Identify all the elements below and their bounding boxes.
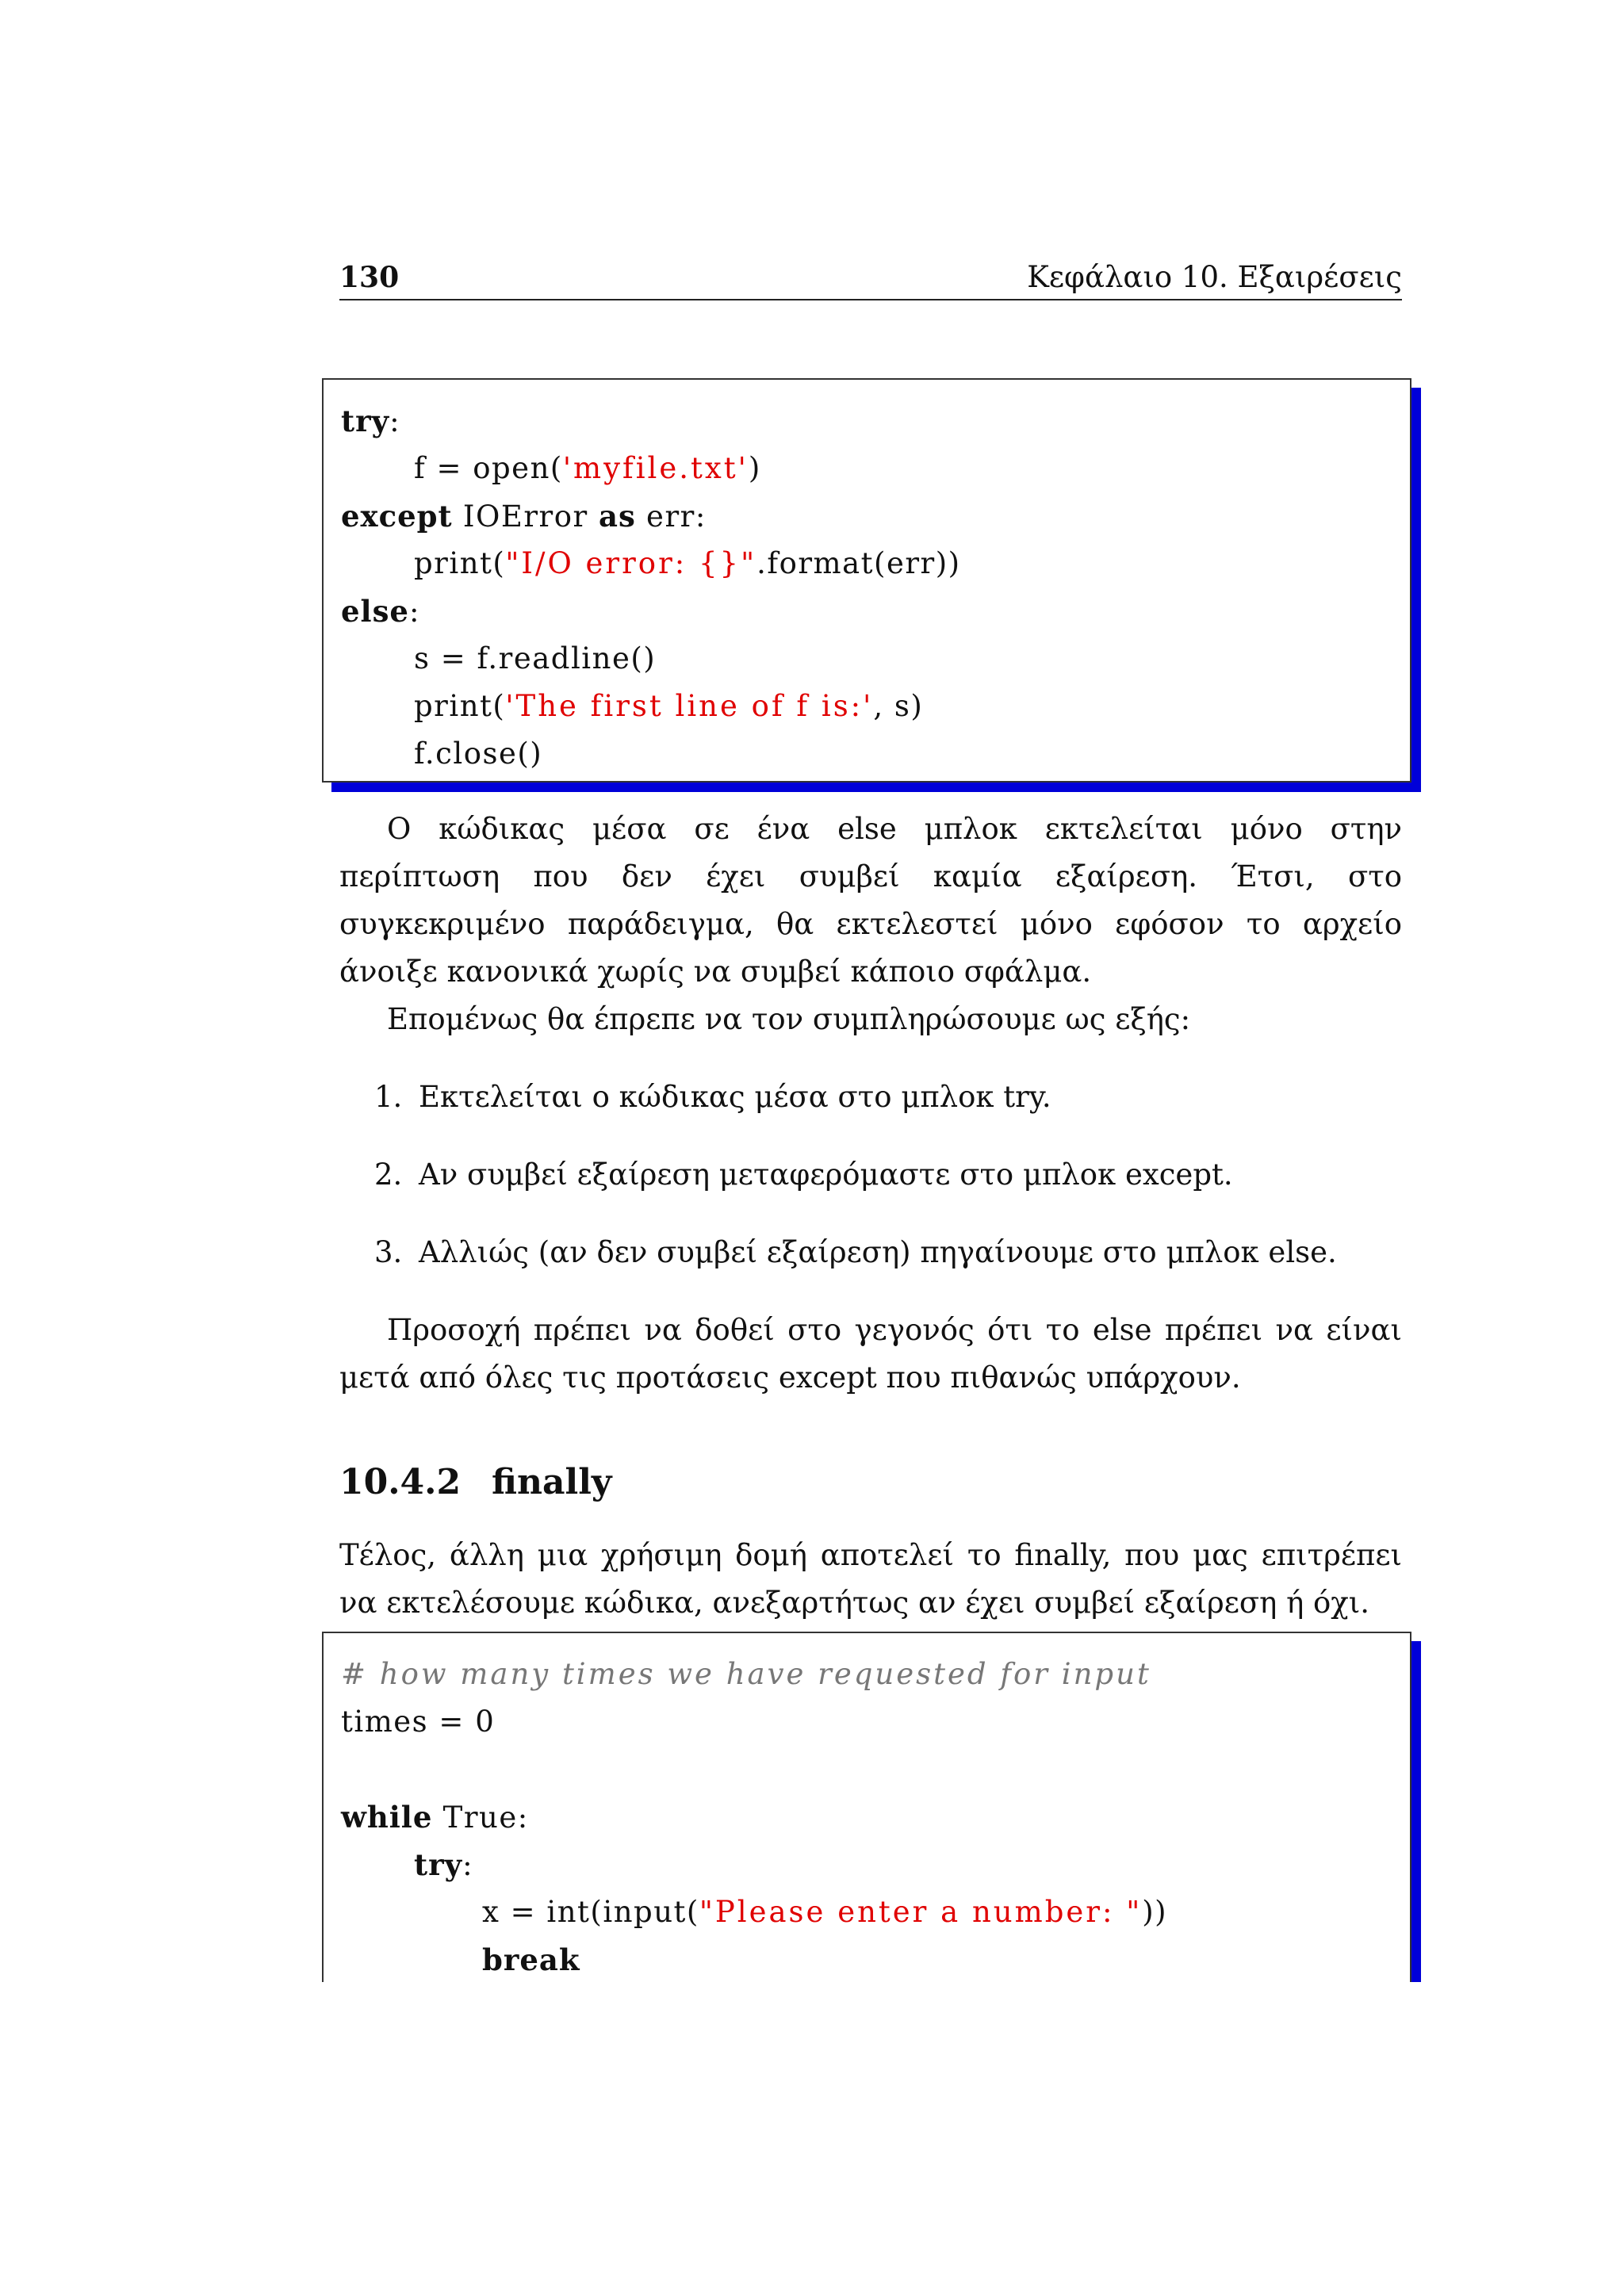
code-line	[341, 1888, 1167, 1936]
code-text: :	[408, 595, 420, 629]
code-keyword: else	[341, 594, 409, 629]
chapter-title: Κεφάλαιο 10. Εξαιρέσεις	[1027, 260, 1402, 294]
code-line	[341, 445, 961, 492]
code-keyword: try	[341, 404, 390, 438]
code-comment: # how many times we have requested for input	[341, 1657, 1151, 1691]
list-item-text: Εκτελείται ο κώδικας μέσα στο μπλοκ try.	[419, 1080, 1051, 1114]
code-line	[341, 540, 961, 587]
code-block-finally-clip	[322, 1632, 1432, 1982]
paragraph-else-explanation	[339, 806, 1402, 996]
list-item	[374, 1151, 1233, 1199]
code-string: 'The first line of f is:'	[505, 689, 874, 723]
code-text: )	[748, 451, 761, 485]
code-keyword: as	[598, 499, 636, 534]
code-line	[341, 492, 961, 540]
code-text: :	[462, 1848, 474, 1882]
code-text: times = 0	[341, 1705, 496, 1739]
code-text: :	[389, 404, 401, 438]
code-line	[341, 1793, 1167, 1841]
paragraph-finally-intro	[339, 1532, 1402, 1627]
code-text: print(	[414, 546, 506, 580]
paragraph-intro-list	[339, 996, 1402, 1043]
list-item-text: Αν συμβεί εξαίρεση μεταφερόμαστε στο μπλοκ except.	[419, 1158, 1233, 1192]
code-text: f = open(	[414, 451, 563, 485]
code-line-blank	[341, 1746, 1167, 1793]
code-line	[341, 1651, 1167, 1698]
code-line	[341, 1841, 1167, 1888]
code-keyword: break	[482, 1942, 580, 1977]
paragraph-else-placement	[339, 1307, 1402, 1402]
code-text: err:	[635, 499, 707, 534]
section-heading	[339, 1459, 612, 1506]
code-string: 'myfile.txt'	[562, 451, 749, 485]
paragraph-text: Προσοχή πρέπει να δοθεί στο γεγονός ότι το else πρέπει να είναι μετά από όλες τις προτάσεις except που πιθανώς υπάρχουν.	[339, 1313, 1402, 1395]
code-keyword: try	[414, 1847, 463, 1882]
code-text: , s)	[873, 689, 924, 723]
code-block-finally	[322, 1632, 1411, 1982]
code-string: "I/O error: {}"	[505, 546, 757, 580]
code-text: x = int(input(	[482, 1895, 699, 1929]
list-item-number: 2.	[374, 1158, 403, 1192]
code-line	[341, 1936, 1167, 1982]
code-text: ))	[1142, 1895, 1168, 1929]
list-item-number: 3.	[374, 1235, 403, 1269]
list-item-text: Αλλιώς (αν δεν συμβεί εξαίρεση) πηγαίνουμε στο μπλοκ else.	[419, 1235, 1337, 1269]
page-header	[339, 258, 1402, 300]
page-number: 130	[339, 261, 400, 294]
code-line	[341, 730, 961, 778]
code-text: s = f.readline()	[414, 641, 657, 675]
code-line	[341, 587, 961, 635]
code-text: .format(err))	[756, 546, 961, 580]
paragraph-text: Τέλος, άλλη μια χρήσιμη δομή αποτελεί το finally, που μας επιτρέπει να εκτελέσουμε κώδικα, ανεξαρτήτως αν έχει συμβεί εξαίρεση ή όχι.	[339, 1538, 1402, 1620]
code-text: print(	[414, 689, 506, 723]
list-item-number: 1.	[374, 1080, 403, 1114]
section-number: 10.4.2	[339, 1462, 462, 1502]
code-text: f.close()	[414, 737, 543, 771]
list-item	[374, 1229, 1337, 1276]
list-item	[374, 1073, 1051, 1121]
code-text: True:	[432, 1800, 529, 1835]
code-line	[341, 397, 961, 445]
code-block-try-else	[322, 378, 1411, 783]
code-line	[341, 1698, 1167, 1746]
paragraph-text: Ο κώδικας μέσα σε ένα else μπλοκ εκτελείται μόνο στην περίπτωση που δεν έχει συμβεί καμία εξαίρεση. Έτσι, στο συγκεκριμένο παράδειγμα, θα εκτελεστεί μόνο εφόσον το αρχείο άνοιξε κανονικά χωρίς να συμβεί κάποιο σφάλμα.	[339, 812, 1402, 989]
code-keyword: while	[341, 1800, 433, 1835]
code-text: IOError	[452, 499, 599, 534]
code-keyword: except	[341, 499, 453, 534]
code-line	[341, 683, 961, 730]
code-line	[341, 635, 961, 683]
section-title: finally	[492, 1462, 612, 1502]
code-string: "Please enter a number: "	[699, 1895, 1143, 1929]
paragraph-text: Επομένως θα έπρεπε να τον συμπληρώσουμε ως εξής:	[387, 1002, 1191, 1036]
